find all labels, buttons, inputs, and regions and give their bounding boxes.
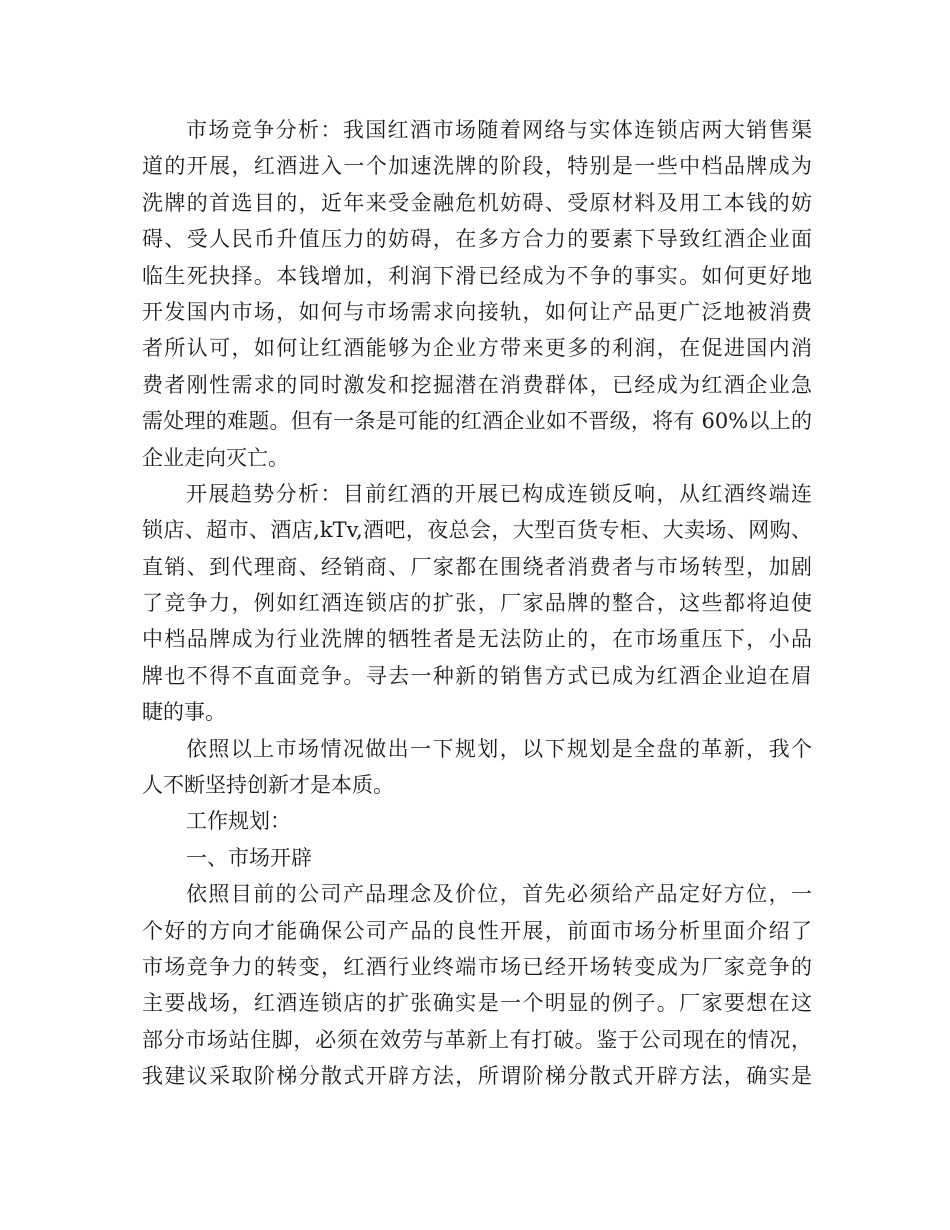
text-line: 依照目前的公司产品理念及价位，首先必须给产品定好方位，一 (186, 882, 812, 907)
text-line: 临生死抉择。本钱增加，利润下滑已经成为不争的事实。如何更好地 (142, 263, 812, 288)
text-line: 洗牌的首选目的，近年来受金融危机妨碍、受原材料及用工本钱的妨 (142, 190, 812, 215)
text-line: 市场竞争力的转变，红酒行业终端市场已经开场转变成为厂家竞争的 (142, 954, 812, 979)
text-line: 直销、到代理商、经销商、厂家都在围绕者消费者与市场转型，加剧 (142, 554, 812, 579)
text-line: 个好的方向才能确保公司产品的良性开展，前面市场分析里面介绍了 (142, 918, 812, 943)
text-line: 道的开展，红酒进入一个加速洗牌的阶段，特别是一些中档品牌成为 (142, 154, 812, 179)
text-line: 我建议采取阶梯分散式开辟方法，所谓阶梯分散式开辟方法，确实是 (142, 1064, 812, 1089)
text-line: 企业走向灭亡。 (142, 445, 289, 470)
text-line: 睫的事。 (142, 700, 226, 725)
text-line: 碍、受人民币升值压力的妨碍，在多方合力的要素下导致红酒企业面 (142, 227, 812, 252)
text-line: 开发国内市场，如何与市场需求向接轨，如何让产品更广泛地被消费 (142, 299, 812, 324)
text-line: 牌也不得不直面竞争。寻去一种新的销售方式已成为红酒企业迫在眉 (142, 663, 812, 688)
section-heading: 一、市场开辟 (186, 845, 312, 870)
text-line: 需处理的难题。但有一条是可能的红酒企业如不晋级，将有 60%以上的 (142, 409, 812, 434)
text-line: 锁店、超市、酒店,kTv,酒吧，夜总会，大型百货专柜、大卖场、网购、 (142, 518, 812, 543)
text-line: 开展趋势分析：目前红酒的开展已构成连锁反响，从红酒终端连 (186, 481, 812, 506)
text-line: 依照以上市场情况做出一下规划，以下规划是全盘的革新，我个 (186, 736, 812, 761)
text-line: 部分市场站住脚，必须在效劳与革新上有打破。鉴于公司现在的情况， (142, 1027, 812, 1052)
text-line: 主要战场，红酒连锁店的扩张确实是一个明显的例子。厂家要想在这 (142, 991, 812, 1016)
text-line: 中档品牌成为行业洗牌的牺牲者是无法防止的，在市场重压下，小品 (142, 627, 812, 652)
text-line: 人不断坚持创新才是本质。 (142, 773, 394, 798)
text-line: 了竞争力，例如红酒连锁店的扩张，厂家品牌的整合，这些都将迫使 (142, 591, 812, 616)
section-heading: 工作规划： (186, 809, 291, 834)
text-line: 市场竞争分析：我国红酒市场随着网络与实体连锁店两大销售渠 (186, 118, 812, 142)
document-body (142, 112, 812, 1095)
text-line: 费者刚性需求的同时激发和挖掘潜在消费群体，已经成为红酒企业急 (142, 372, 812, 397)
text-line: 者所认可，如何让红酒能够为企业方带来更多的利润，在促进国内消 (142, 336, 812, 361)
